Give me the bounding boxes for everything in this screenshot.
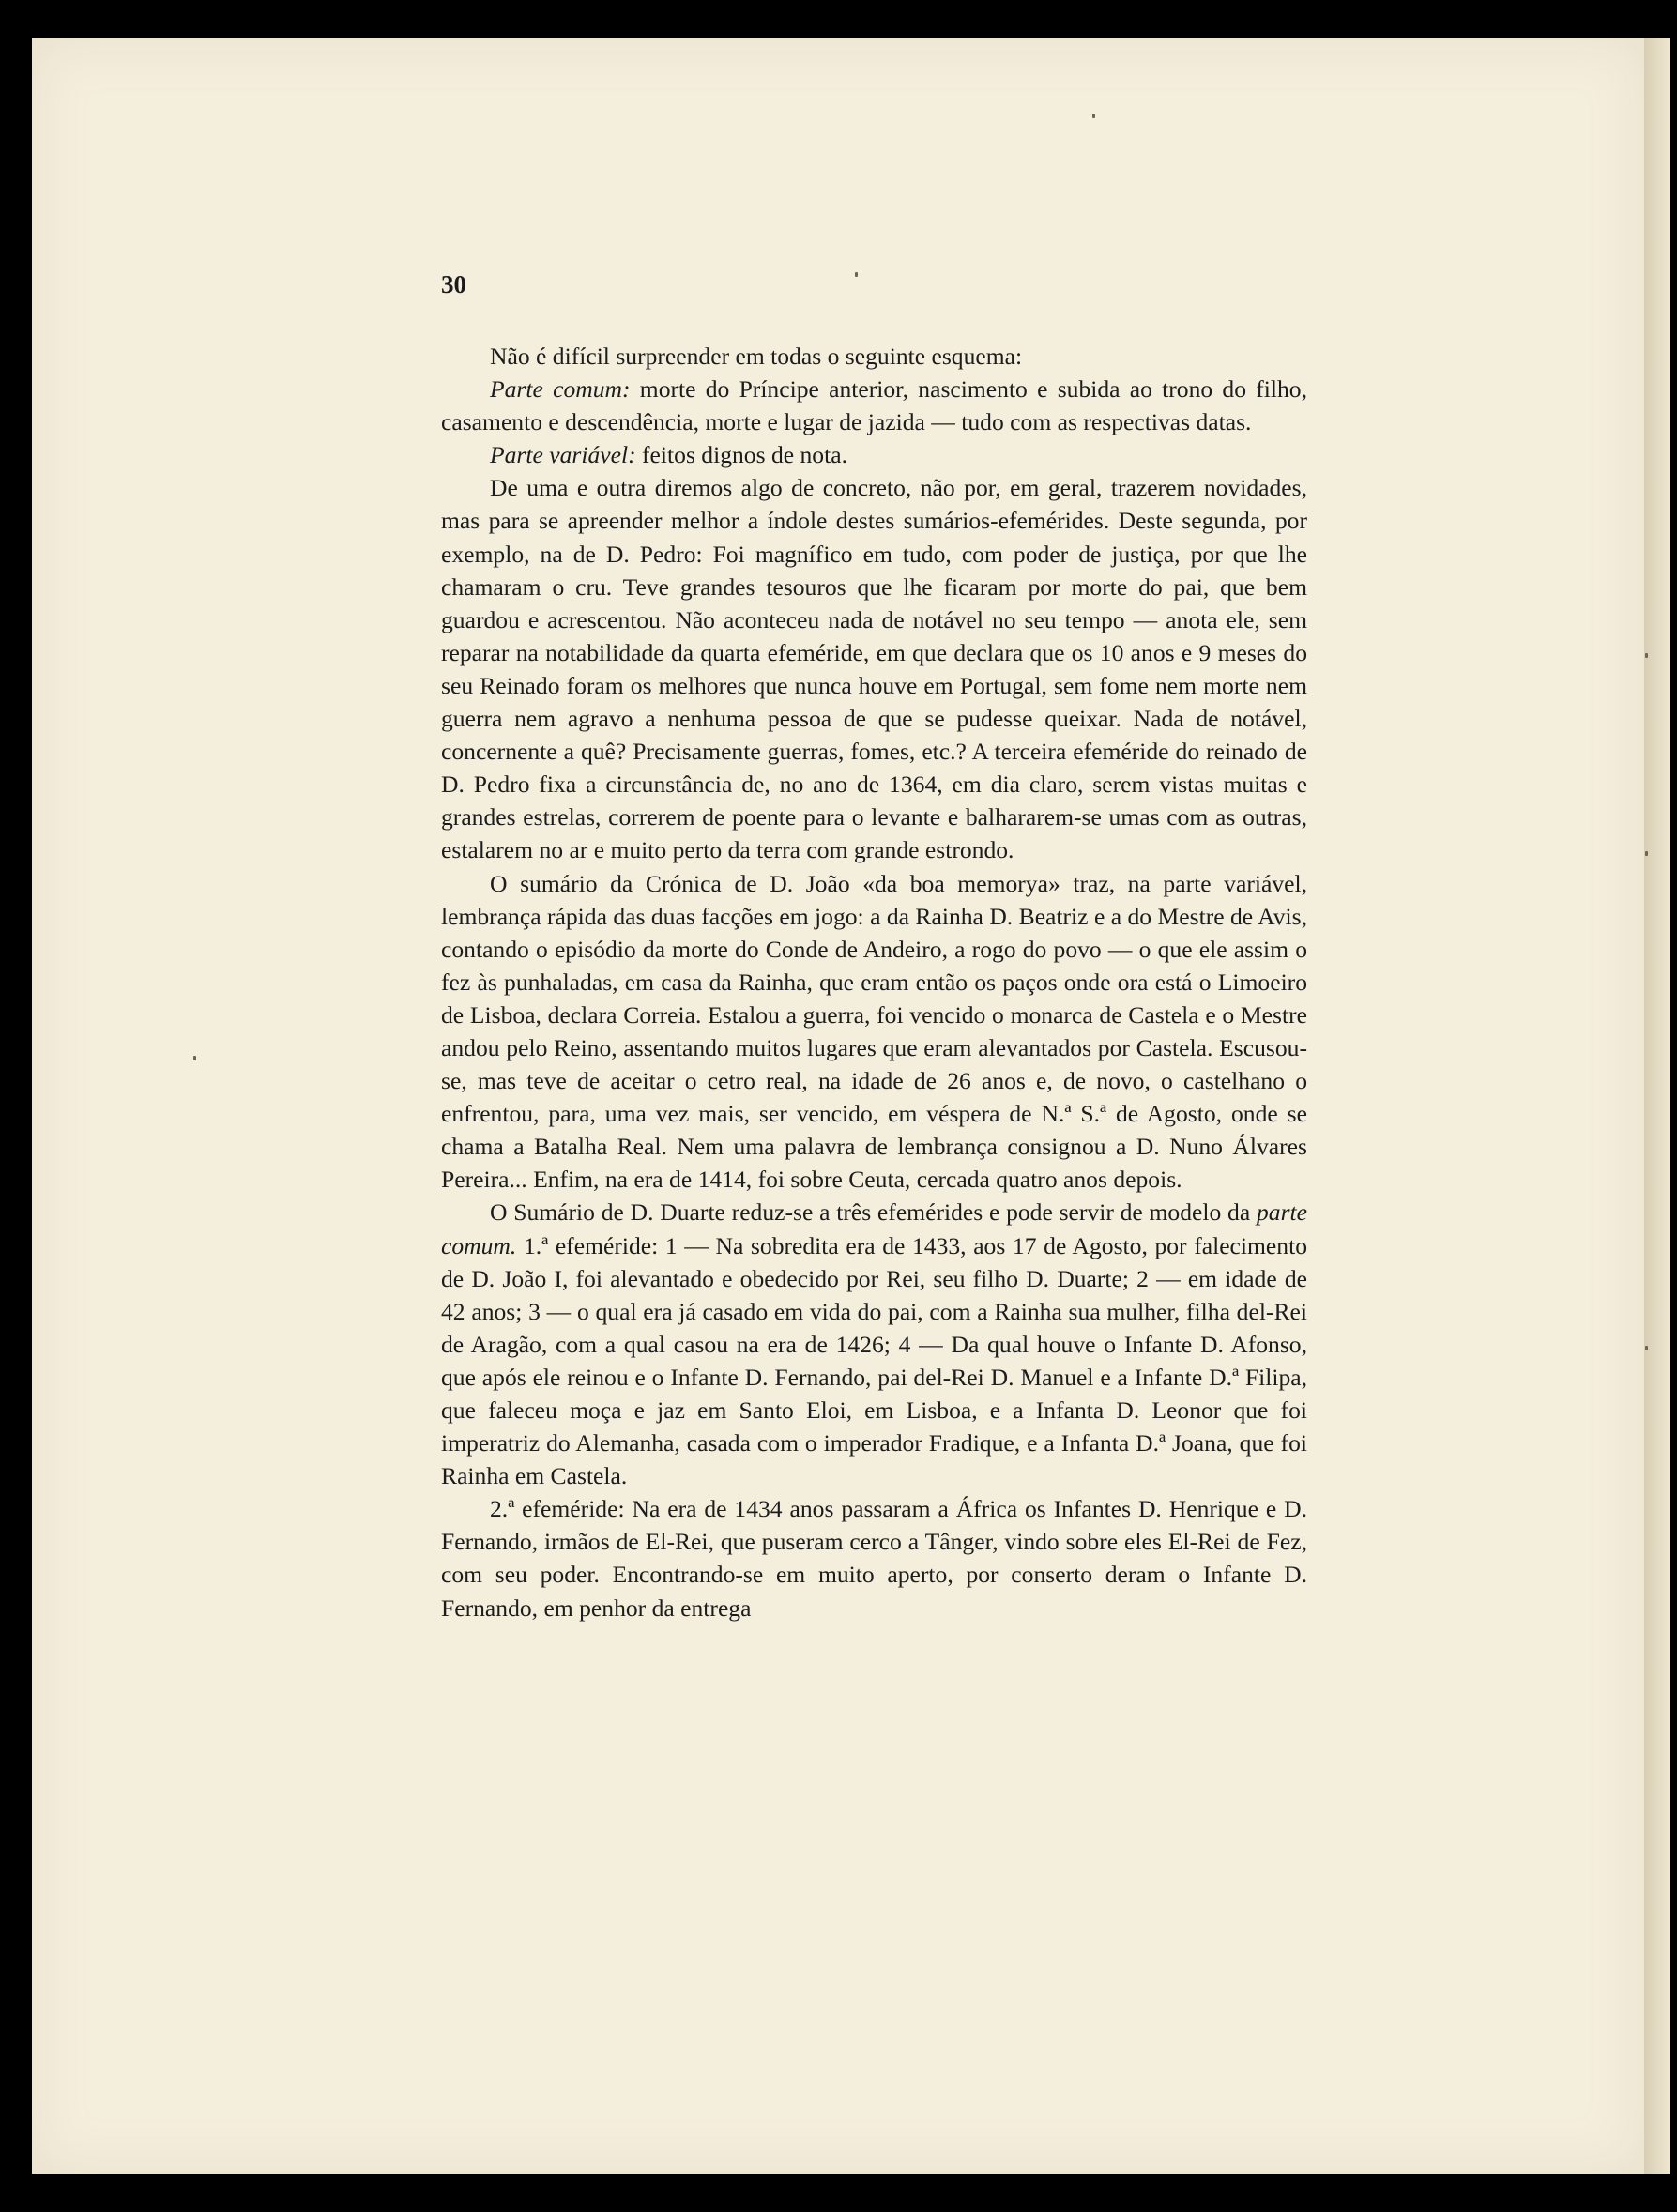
italic-term: Parte comum: <box>490 375 631 404</box>
paragraph <box>441 471 1307 866</box>
paper-speck <box>1645 851 1648 856</box>
italic-term: Parte variável: <box>490 441 636 469</box>
paper-speck <box>1645 1346 1648 1350</box>
paper-speck <box>193 1056 196 1060</box>
text-run: 1.ª efeméride: 1 — Na sobredita era de 1433, aos 17 de Agosto, por falecimento de D. João I, foi alevantado e obedecido por Rei, seu filho D. Duarte; 2 — em idade de 42 anos; 3 — o qual era já casado em vida do pai, com a Rainha sua mulher, filha del-Rei de Aragão, com a qual casou na era de 1426; 4 — Da qual houve o Infante D. Afonso, que após ele reinou e o Infante D. Fernando, pai del-Rei D. Manuel e a Infante D.ª Filipa, que faleceu moça e jaz em Santo Eloi, em Lisboa, e a Infanta D. Leonor que foi imperatriz do Alemanha, casada com o imperador Fradique, e a Infanta D.ª Joana, que foi Rainha em Castela. <box>441 1231 1307 1490</box>
paragraph <box>441 438 1307 471</box>
text-run: feitos dignos de nota. <box>635 441 847 469</box>
page-edge <box>1644 38 1670 2174</box>
text-run: Não é difícil surpreender em todas o seguinte esquema: <box>490 343 1023 370</box>
paragraph <box>441 340 1307 373</box>
paper-speck <box>855 272 858 277</box>
italic-term: parte comum. <box>441 1198 1307 1259</box>
page-number: 30 <box>441 270 466 298</box>
paragraph <box>441 373 1307 438</box>
paragraph <box>441 1196 1307 1492</box>
text-run: morte do Príncipe anterior, nascimento e subida ao trono do filho, casamento e descendência, morte e lugar de jazida — tudo com as respectivas datas. <box>441 375 1307 436</box>
text-run: De uma e outra diremos algo de concreto, não por, em geral, trazerem novidades, mas para se apreender melhor a índole destes sumários-efemérides. Deste segunda, por exemplo, na de D. Pedro: Foi magnífico em tudo, com poder de justiça, por que lhe chamaram o cru. Teve grandes tesouros que lhe ficaram por morte do pai, que bem guardou e acrescentou. Não aconteceu nada de notável no seu tempo — anota ele, sem reparar na notabilidade da quarta efeméride, em que declara que os 10 anos e 9 meses do seu Reinado foram os melhores que nunca houve em Portugal, sem fome nem morte nem guerra nem agravo a nenhuma pessoa de que se pudesse queixar. Nada de notável, concernente a quê? Precisamente guerras, fomes, etc.? A terceira efeméride do reinado de D. Pedro fixa a circunstância de, no ano de 1364, em dia claro, serem vistas muitas e grandes estrelas, correrem de poente para o levante e balhararem-se umas com as outras, estalarem no ar e muito perto da terra com grande estrondo. <box>441 474 1307 864</box>
text-run: O Sumário de D. Duarte reduz-se a três efemérides e pode servir de modelo da <box>490 1198 1257 1227</box>
paragraph <box>441 867 1307 1197</box>
paragraph <box>441 1492 1307 1624</box>
body-text <box>441 340 1307 1625</box>
text-run: O sumário da Crónica de D. João «da boa memorya» traz, na parte variável, lembrança rápida das duas facções em jogo: a da Rainha D. Beatriz e a do Mestre de Avis, contando o episódio da morte do Conde de Andeiro, a rogo do povo — o que ele assim o fez às punhaladas, em casa da Rainha, que eram então os paços onde ora está o Limoeiro de Lisboa, declara Correia. Estalou a guerra, foi vencido o monarca de Castela e o Mestre andou pelo Reino, assentando muitos lugares que eram alevantados por Castela. Escusou-se, mas teve de aceitar o cetro real, na idade de 26 anos e, de novo, o castelhano o enfrentou, para, uma vez mais, ser vencido, em véspera de N.ª S.ª de Agosto, onde se chama a Batalha Real. Nem uma palavra de lembrança consignou a D. Nuno Álvares Pereira... Enfim, na era de 1414, foi sobre Ceuta, cercada quatro anos depois. <box>441 869 1307 1194</box>
text-run: 2.ª efeméride: Na era de 1434 anos passaram a África os Infantes D. Henrique e D. Fernando, irmãos de El-Rei, que puseram cerco a Tânger, vindo sobre eles El-Rei de Fez, com seu poder. Encontrando-se em muito aperto, por conserto deram o Infante D. Fernando, em penhor da entrega <box>441 1495 1307 1622</box>
paper-speck <box>1092 114 1095 118</box>
paper-speck <box>1645 653 1648 658</box>
